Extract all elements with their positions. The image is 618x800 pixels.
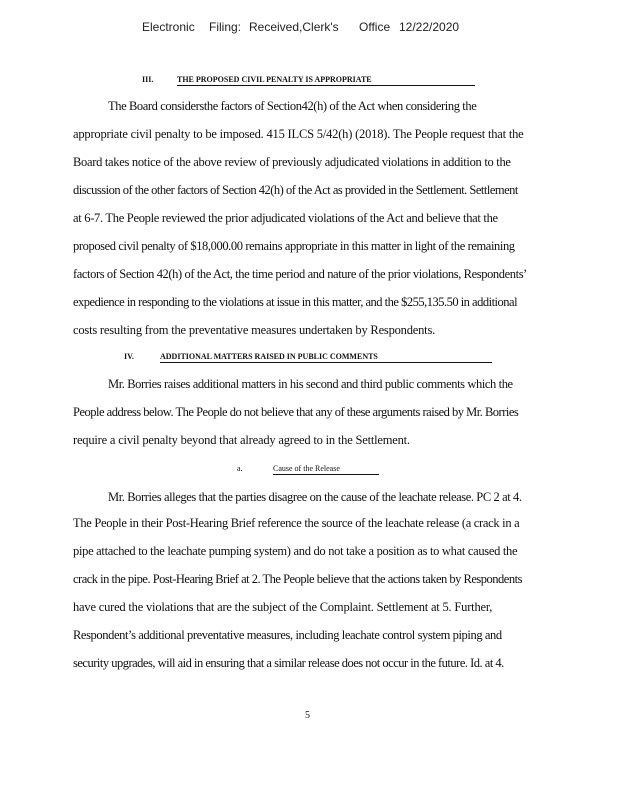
body-line: Mr. Borries raises additional matters in his second and third public comments which the: [108, 377, 513, 391]
body-line: expedience in responding to the violations at issue in this matter, and the $255,135.50 in additional: [73, 295, 518, 309]
body-line: have cured the violations that are the subject of the Complaint. Settlement at 5. Further,: [73, 600, 493, 614]
subsection-heading: Cause of the Release: [273, 464, 340, 473]
header-word: 12/22/2020: [399, 20, 460, 34]
body-line: Respondent’s additional preventative measures, including leachate control system piping and: [73, 628, 502, 642]
body-line: crack in the pipe. Post-Hearing Brief at 2. The People believe that the actions taken by Respondents: [73, 572, 522, 586]
section-number: III.: [142, 75, 154, 84]
heading-underline: [160, 362, 492, 363]
body-line: security upgrades, will aid in ensuring that a similar release does not occur in the future. Id. at 4.: [73, 656, 504, 670]
body-line: costs resulting from the preventative measures undertaken by Respondents.: [73, 323, 436, 337]
body-line: appropriate civil penalty to be imposed. 415 ILCS 5/42(h) (2018). The People request that the: [73, 127, 524, 141]
body-line: pipe attached to the leachate pumping system) and do not take a position as to what caused the: [73, 544, 518, 558]
body-line: The People in their Post-Hearing Brief reference the source of the leachate release (a crack in a: [73, 516, 520, 530]
section-heading: THE PROPOSED CIVIL PENALTY IS APPROPRIATE: [177, 75, 372, 84]
body-line: at 6-7. The People reviewed the prior adjudicated violations of the Act and believe that the: [73, 211, 498, 225]
section-number: IV.: [124, 352, 134, 361]
heading-underline: [273, 474, 379, 475]
header-word: Received,Clerk's: [249, 20, 339, 34]
body-line: factors of Section 42(h) of the Act, the time period and nature of the prior violations, Respondents’: [73, 267, 527, 281]
body-line: Mr. Borries alleges that the parties disagree on the cause of the leachate release. PC 2 at 4.: [108, 490, 522, 504]
page-number: 5: [305, 710, 310, 721]
subsection-letter: a.: [237, 464, 243, 473]
header-word: Office: [359, 20, 391, 34]
body-line: The Board considersthe factors of Section42(h) of the Act when considering the: [108, 99, 477, 113]
body-line: require a civil penalty beyond that already agreed to in the Settlement.: [73, 433, 410, 447]
body-line: proposed civil penalty of $18,000.00 remains appropriate in this matter in light of the remaining: [73, 239, 515, 253]
body-line: People address below. The People do not believe that any of these arguments raised by Mr. Borries: [73, 405, 519, 419]
body-line: discussion of the other factors of Section 42(h) of the Act as provided in the Settlement. Settlement: [73, 183, 518, 197]
header-word: Electronic: [142, 20, 195, 34]
heading-underline: [177, 85, 475, 86]
body-line: Board takes notice of the above review of previously adjudicated violations in addition to the: [73, 155, 511, 169]
section-heading: ADDITIONAL MATTERS RAISED IN PUBLIC COMMENTS: [160, 352, 378, 361]
header-word: Filing:: [209, 20, 242, 34]
